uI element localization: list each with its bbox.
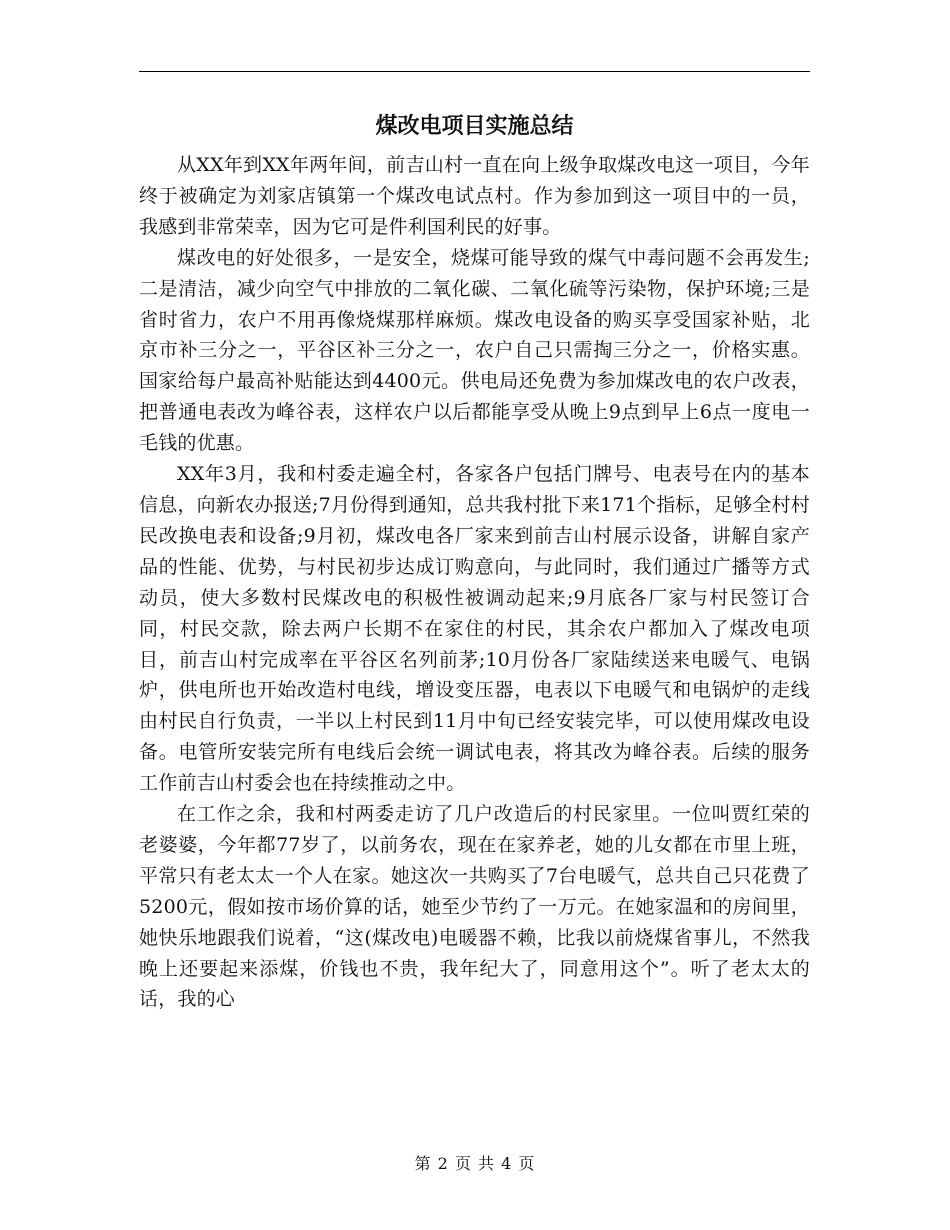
document-title: 煤改电项目实施总结 bbox=[375, 113, 574, 139]
document-body bbox=[139, 150, 810, 1015]
paragraph-4: 在工作之余，我和村两委走访了几户改造后的村民家里。一位叫贾红荣的老婆婆，今年都77岁了，以前务农，现在在家养老，她的儿女都在市里上班，平常只有老太太一个人在家。她这次一共购买了7台电暖气，总共自己只花费了5200元，假如按市场价算的话，她至少节约了一万元。在她家温和的房间里，她快乐地跟我们说着，“这(煤改电)电暖器不赖，比我以前烧煤省事儿，不然我晚上还要起来添煤，价钱也不贵，我年纪大了，同意用这个”。听了老太太的话，我的心 bbox=[139, 803, 810, 1011]
header-rule bbox=[139, 71, 810, 72]
paragraph-3: XX年3月，我和村委走遍全村，各家各户包括门牌号、电表号在内的基本信息，向新农办报送;7月份得到通知，总共我村批下来171个指标，足够全村村民改换电表和设备;9月初，煤改电各厂家来到前吉山村展示设备，讲解自家产品的性能、优势，与村民初步达成订购意向，与此同时，我们通过广播等方式动员，使大多数村民煤改电的积极性被调动起来;9月底各厂家与村民签订合同，村民交款，除去两户长期不在家住的村民，其余农户都加入了煤改电项目，前吉山村完成率在平谷区名列前茅;10月份各厂家陆续送来电暖气、电锅炉，供电所也开始改造村电线，增设变压器，电表以下电暖气和电锅炉的走线由村民自行负责，一半以上村民到11月中旬已经安装完毕，可以使用煤改电设备。电管所安装完所有电线后会统一调试电表，将其改为峰谷表。后续的服务工作前吉山村委会也在持续推动之中。 bbox=[139, 463, 810, 795]
paragraph-2: 煤改电的好处很多，一是安全，烧煤可能导致的煤气中毒问题不会再发生;二是清洁，减少向空气中排放的二氧化碳、二氧化硫等污染物，保护环境;三是省时省力，农户不用再像烧煤那样麻烦。煤改电设备的购买享受国家补贴，北京市补三分之一，平谷区补三分之一，农户自己只需掏三分之一，价格实惠。国家给每户最高补贴能达到4400元。供电局还免费为参加煤改电的农户改表，把普通电表改为峰谷表，这样农户以后都能享受从晚上9点到早上6点一度电一毛钱的优惠。 bbox=[139, 246, 810, 455]
paragraph-1: 从XX年到XX年两年间，前吉山村一直在向上级争取煤改电这一项目，今年终于被确定为刘家店镇第一个煤改电试点村。作为参加到这一项目中的一员，我感到非常荣幸，因为它可是件利国利民的好事。 bbox=[139, 154, 810, 238]
page-number-footer: 第 2 页 共 4 页 bbox=[414, 1154, 536, 1173]
